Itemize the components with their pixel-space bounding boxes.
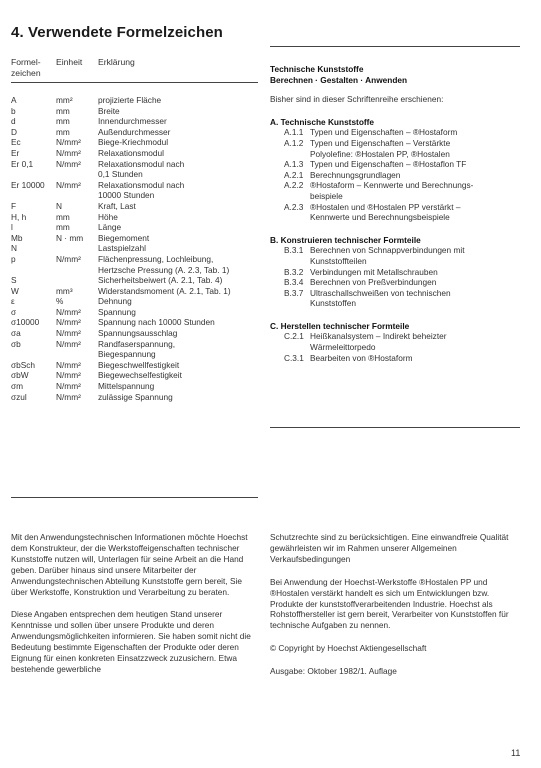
series-box-top-divider [270, 46, 520, 47]
explanation: Spannung nach 10000 Stunden [98, 317, 215, 328]
series-item [270, 138, 520, 159]
explanation: zulässige Spannung [98, 391, 173, 402]
explanation: Länge [98, 222, 122, 233]
header-erklaerung: Erklärung [98, 57, 135, 67]
formula-symbol: σbSch [11, 359, 36, 370]
unit: N/mm² [56, 179, 81, 190]
formula-symbol: p [11, 253, 16, 264]
series-item [270, 277, 520, 288]
formula-symbol: σa [11, 328, 21, 339]
series-item [270, 180, 520, 201]
formula-symbol: Er 0,1 [11, 158, 34, 169]
unit: N/mm² [56, 147, 81, 158]
header-formelzeichen: Formel- zeichen [11, 57, 41, 78]
series-item-title: Heißkanalsystem – Indirekt beheizter Wärmeleittorpedo [310, 331, 447, 353]
explanation: Spannung [98, 306, 136, 317]
unit: N/mm² [56, 317, 81, 328]
formula-symbol: ε [11, 296, 15, 307]
edition-line: Ausgabe: Oktober 1982/1. Auflage [270, 666, 397, 677]
formula-symbol: Er 10000 [11, 179, 45, 190]
unit: N/mm² [56, 158, 81, 169]
formula-symbol: A [11, 95, 17, 105]
explanation: Innendurchmesser [98, 116, 167, 127]
table-row [11, 137, 261, 148]
series-item [270, 331, 520, 352]
unit: mm [56, 222, 70, 233]
table-bottom-divider [11, 497, 258, 498]
series-item-code: C.2.1 [284, 331, 304, 342]
series-item [270, 288, 520, 309]
formula-symbol: H, h [11, 211, 27, 222]
table-row [11, 392, 261, 403]
series-item-title: ®Hostalen und ®Hostalen PP verstärkt – Kennwerte und Berechnungsbeispiele [310, 201, 461, 223]
explanation: Mittelspannung [98, 381, 155, 392]
series-item-code: B.3.1 [284, 245, 304, 256]
formula-symbol: N [11, 243, 17, 254]
series-item [270, 202, 520, 223]
formula-symbol: d [11, 116, 16, 127]
series-item-code: B.3.4 [284, 277, 304, 288]
explanation: Biegeschwellfestigkeit [98, 359, 180, 370]
table-row [11, 275, 261, 286]
unit: mm [56, 126, 70, 137]
series-item-title: Berechnen von Preßverbindungen [310, 277, 437, 288]
formula-symbol: W [11, 285, 19, 296]
table-row [11, 243, 261, 254]
explanation: Biege-Kriechmodul [98, 137, 169, 148]
explanation: Widerstandsmoment (A. 2.1, Tab. 1) [98, 285, 231, 296]
table-row [11, 159, 261, 180]
series-item-code: A.1.3 [284, 159, 304, 170]
series-item-code: A.2.2 [284, 180, 304, 191]
series-item-code: A.2.1 [284, 169, 304, 180]
table-row [11, 127, 261, 138]
unit: mm [56, 211, 70, 222]
series-item [270, 353, 520, 364]
explanation: Dehnung [98, 296, 132, 307]
series-item-title: Berechnen von Schnappverbindungen mit Kunststoffteilen [310, 245, 465, 266]
explanation: Außendurchmesser [98, 126, 171, 137]
formula-symbol: Ec [11, 137, 21, 148]
explanation: Flächenpressung, Lochleibung, Hertzsche Pressung (A. 2.3, Tab. 1) [98, 253, 230, 275]
series-item-title: Berechnungsgrundlagen [310, 169, 401, 180]
formula-symbol: F [11, 200, 17, 211]
left-text-column [11, 532, 259, 687]
unit: N/mm² [56, 370, 81, 381]
series-item-title: Verbindungen mit Metallschrauben [310, 266, 438, 277]
symbols-table-body [11, 95, 261, 402]
formula-symbol: S [11, 275, 17, 286]
series-item-title: Bearbeiten von ®Hostaform [310, 352, 413, 363]
table-row [11, 233, 261, 244]
series-item-code: A.2.3 [284, 201, 304, 212]
unit: N/mm² [56, 381, 81, 392]
explanation: projizierte Fläche [98, 95, 162, 105]
series-item-title: Ultraschallschweißen von technischen Kunststoffen [310, 287, 451, 309]
right-paragraph: Bei Anwendung der Hoechst-Werkstoffe ®Hostalen PP und ®Hostalen verstärkt handelt es sich um Entwicklungen bzw. Produkte der kunststoffverarbeitenden Industrie. Hoechst als Rohstoffhersteller ist gern bereit, Verarbeiter von Kunststoffen für technische Aufgaben zu nennen. [270, 576, 509, 631]
unit: N/mm² [56, 306, 81, 317]
explanation: Lastspielzahl [98, 243, 146, 254]
unit: mm [56, 105, 70, 116]
left-paragraph: Diese Angaben entsprechen dem heutigen Stand unserer Kenntnisse und sollen über unsere Produkte und deren Anwendungsmöglichkeiten informieren. Sie haben somit nicht die Bedeutung bestimmte Eigenschaften der Produkte oder deren Eignung für einen konkreten Einsatzzweck zuzusichern. Etwa bestehende gewerbliche [11, 609, 251, 674]
series-section-title: B. Konstruieren technischer Formteile [270, 234, 421, 245]
unit: N/mm² [56, 328, 81, 339]
unit: mm² [56, 95, 73, 105]
table-row [11, 180, 261, 201]
series-box-bottom-divider [270, 427, 520, 428]
explanation: Spannungsausschlag [98, 328, 178, 339]
series-item-code: A.1.2 [284, 137, 304, 148]
formula-symbol: σm [11, 381, 24, 392]
series-item [270, 127, 520, 138]
series-item-code: B.3.7 [284, 287, 304, 298]
series-item-title: Typen und Eigenschaften – ®Hostaflon TF [310, 159, 467, 170]
unit: N/mm² [56, 253, 81, 264]
table-row [11, 95, 261, 106]
formula-symbol: Er [11, 147, 20, 158]
series-item [270, 159, 520, 170]
formula-symbol: D [11, 126, 17, 137]
table-row [11, 296, 261, 307]
series-item-title: ®Hostaform – Kennwerte und Berechnungs- beispiele [310, 180, 474, 201]
table-row [11, 339, 261, 360]
right-text-column [270, 532, 520, 689]
series-item-code: C.3.1 [284, 352, 304, 363]
header-einheit: Einheit [56, 57, 83, 67]
table-row [11, 201, 261, 212]
table-row [11, 222, 261, 233]
formula-symbol: b [11, 105, 16, 116]
formula-symbol: σ [11, 306, 17, 317]
series-intro: Bisher sind in dieser Schriftenreihe erschienen: [270, 94, 444, 105]
table-row [11, 328, 261, 339]
formula-symbol: σb [11, 338, 21, 349]
formula-symbol: Mb [11, 232, 23, 243]
table-row [11, 360, 261, 371]
unit: N/mm² [56, 137, 81, 148]
unit: mm [56, 116, 70, 127]
formula-symbol: σzul [11, 391, 27, 402]
series-item-title: Typen und Eigenschaften – Verstärkte Polyolefine: ®Hostalen PP, ®Hostalen [310, 137, 451, 159]
table-header-divider [11, 82, 258, 83]
explanation: Relaxationsmodul nach 10000 Stunden [98, 179, 185, 201]
table-row [11, 307, 261, 318]
table-row [11, 254, 261, 275]
explanation: Relaxationsmodul [98, 147, 164, 158]
unit: N · mm [56, 232, 84, 243]
page-number: 11 [511, 748, 521, 758]
unit: % [56, 296, 64, 307]
explanation: Kraft, Last [98, 200, 136, 211]
series-subheading: Berechnen · Gestalten · Anwenden [270, 74, 408, 85]
series-heading: Technische Kunststoffe [270, 64, 364, 74]
series-section-title: A. Technische Kunststoffe [270, 116, 375, 127]
copyright-line: © Copyright by Hoechst Aktiengesellschaft [270, 643, 427, 654]
formula-symbol: σbW [11, 370, 29, 381]
table-row [11, 148, 261, 159]
unit: N/mm² [56, 338, 81, 349]
series-item [270, 245, 520, 266]
table-row [11, 106, 261, 117]
explanation: Breite [98, 105, 120, 116]
explanation: Sicherheitsbeiwert (A. 2.1, Tab. 4) [98, 275, 223, 286]
formula-symbol: l [11, 222, 13, 233]
explanation: Biegemoment [98, 232, 150, 243]
series-item [270, 267, 520, 278]
table-row [11, 317, 261, 328]
unit: N [56, 200, 62, 211]
series-item [270, 170, 520, 181]
series-item-code: A.1.1 [284, 127, 304, 138]
explanation: Höhe [98, 211, 118, 222]
unit: N/mm² [56, 391, 81, 402]
series-item-code: B.3.2 [284, 266, 304, 277]
series-box [270, 64, 520, 363]
series-item-title: Typen und Eigenschaften – ®Hostaform [310, 127, 458, 138]
formula-symbol: σ10000 [11, 317, 40, 328]
explanation: Biegewechselfestigkeit [98, 370, 182, 381]
table-row [11, 381, 261, 392]
series-section-title: C. Herstellen technischer Formteile [270, 320, 410, 331]
unit: N/mm² [56, 359, 81, 370]
explanation: Relaxationsmodul nach 0,1 Stunden [98, 158, 185, 180]
table-row [11, 286, 261, 297]
table-row [11, 116, 261, 127]
page-title: 4. Verwendete Formelzeichen [11, 24, 223, 41]
explanation: Randfaserspannung, Biegespannung [98, 338, 176, 360]
table-row [11, 370, 261, 381]
unit: mm³ [56, 285, 73, 296]
table-row [11, 212, 261, 223]
left-paragraph: Mit den Anwendungstechnischen Informationen möchte Hoechst dem Konstrukteur, der die Werkstoffeigenschaften technischer Kunststoffe nutzen will, Unterlagen für seine Arbeit an die Hand geben. Darüber hinaus sind unsere Mitarbeiter der Anwendungstechnischen Abteilung Kunststoffe gern bereit, Sie über Werkstoffe, Konstruktion und Verarbeitung zu beraten. [11, 532, 248, 597]
right-paragraph: Schutzrechte sind zu berücksichtigen. Eine einwandfreie Qualität gewährleisten wir im Rahmen unserer Allgemeinen Verkaufsbedingungen [270, 532, 509, 564]
